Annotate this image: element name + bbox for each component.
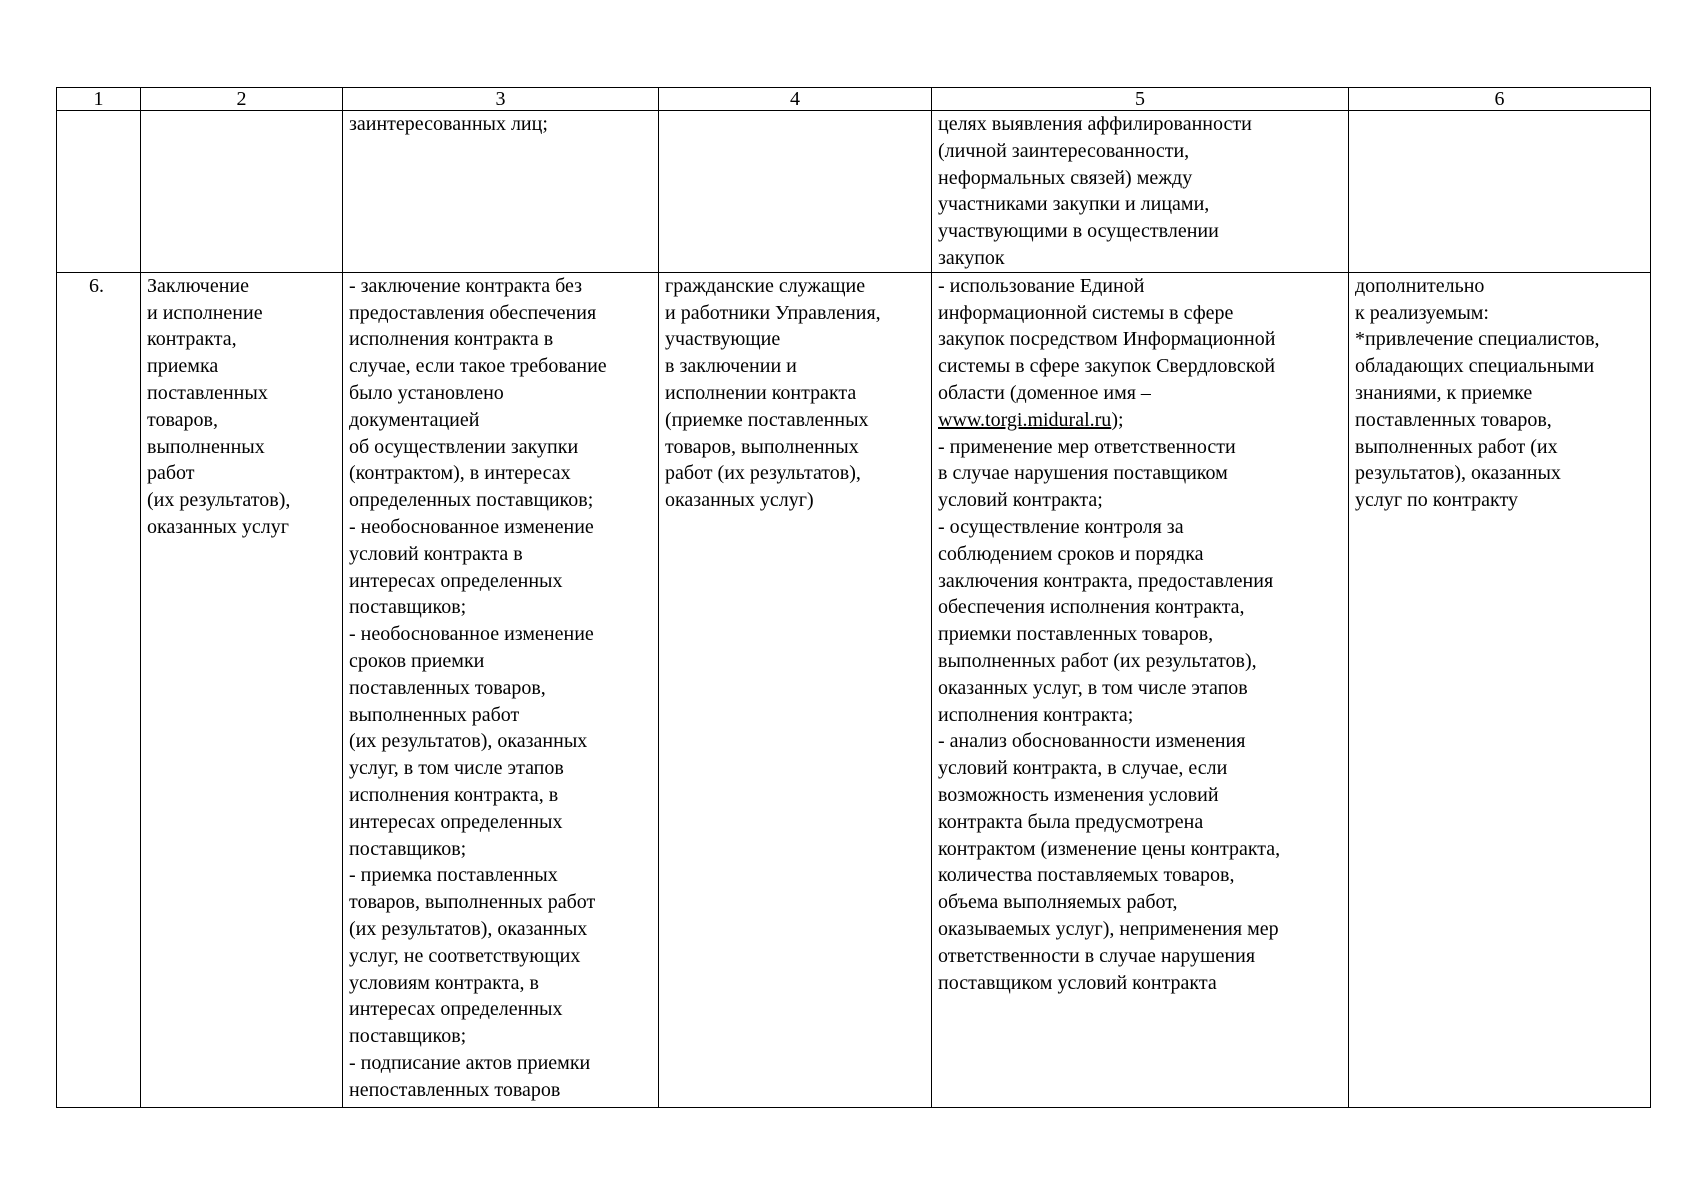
cell-line: исполнения контракта в <box>349 328 554 351</box>
header-cell-3: 3 <box>343 88 659 111</box>
cell-line: поставщиков; <box>349 837 467 860</box>
cell-line: услуг, не соответствующих <box>349 944 581 967</box>
cell-line: в случае нарушения поставщиком <box>938 462 1228 485</box>
cell-line: результатов), оказанных <box>1355 462 1561 485</box>
cell-line: возможность изменения условий <box>938 783 1219 806</box>
cell-line: интересах определенных <box>349 810 563 833</box>
cell-line: обладающих специальными <box>1355 355 1595 378</box>
cell-line: приемки поставленных товаров, <box>938 623 1214 646</box>
cell-line: выполненных работ (их результатов), <box>938 649 1257 672</box>
cell-line: оказанных услуг) <box>665 489 814 512</box>
cell-line: - заключение контракта без <box>349 274 583 297</box>
risk-table <box>56 87 1651 1108</box>
cell-line: - подписание актов приемки <box>349 1051 591 1074</box>
cell-line: (их результатов), <box>147 489 291 512</box>
cell-line: условий контракта, в случае, если <box>938 757 1228 780</box>
cell-line: заинтересованных лиц; <box>349 113 548 135</box>
cell-line: приемка <box>147 355 219 378</box>
cell-line: (их результатов), оказанных <box>349 917 588 940</box>
cell-line: знаниями, к приемке <box>1355 381 1533 404</box>
header-row <box>57 88 1651 111</box>
cell-line: условий контракта; <box>938 489 1103 512</box>
measures-cell <box>932 111 1349 273</box>
risk-cell <box>343 111 659 273</box>
cell-line: исполнения контракта; <box>938 703 1134 726</box>
cell-line: поставщиком условий контракта <box>938 971 1217 994</box>
cell-line: работ (их результатов), <box>665 462 861 485</box>
cell-line: контракта была предусмотрена <box>938 810 1204 833</box>
cell-line: сроков приемки <box>349 649 485 672</box>
cell-line: интересах определенных <box>349 998 563 1021</box>
cell-line: случае, если такое требование <box>349 355 607 378</box>
cell-line: и работники Управления, <box>665 301 881 324</box>
cell-line: *привлечение специалистов, <box>1355 328 1600 351</box>
cell-line: выполненных работ (их <box>1355 435 1558 458</box>
cell-line: гражданские служащие <box>665 274 866 297</box>
header-cell-6: 6 <box>1349 88 1651 111</box>
cell-line: (их результатов), оказанных <box>349 730 588 753</box>
table-row <box>57 111 1651 273</box>
cell-line: - использование Единой <box>938 274 1145 297</box>
cell-line: - анализ обоснованности изменения <box>938 730 1246 753</box>
cell-line: объема выполняемых работ, <box>938 891 1178 914</box>
header-cell-4: 4 <box>659 88 932 111</box>
cell-line: участвующими в осуществлении <box>938 220 1219 243</box>
cell-line: системы в сфере закупок Свердловской <box>938 355 1276 378</box>
cell-line: выполненных работ <box>349 703 520 726</box>
cell-line: заключения контракта, предоставления <box>938 569 1274 592</box>
cell-line: поставленных товаров, <box>349 676 546 699</box>
cell-line: неформальных связей) между <box>938 166 1193 189</box>
cell-line: поставленных <box>147 381 268 404</box>
cell-line: участниками закупки и лицами, <box>938 193 1210 216</box>
cell-line: - приемка поставленных <box>349 864 558 887</box>
cell-line: - необоснованное изменение <box>349 623 594 646</box>
cell-line: оказываемых услуг), неприменения мер <box>938 917 1279 940</box>
cell-line: (личной заинтересованности, <box>938 139 1190 162</box>
cell-line: www.torgi.midural.ru); <box>938 408 1124 431</box>
cell-line: исполнения контракта, в <box>349 783 559 806</box>
cell-line: целях выявления аффилированности <box>938 113 1252 135</box>
cell-line: условий контракта в <box>349 542 523 565</box>
cell-line: - осуществление контроля за <box>938 515 1184 538</box>
cell-line: области (доменное имя – <box>938 381 1151 404</box>
cell-line: исполнении контракта <box>665 381 857 404</box>
cell-line: товаров, <box>147 408 218 431</box>
measures-cell <box>932 272 1349 1107</box>
cell-line: товаров, выполненных работ <box>349 891 596 914</box>
cell-line: Заключение <box>147 274 249 297</box>
cell-line: об осуществлении закупки <box>349 435 579 458</box>
cell-line: ответственности в случае нарушения <box>938 944 1256 967</box>
cell-line: поставщиков; <box>349 596 467 619</box>
row-number-cell: 6. <box>57 272 141 1107</box>
cell-line: поставщиков; <box>349 1025 467 1048</box>
cell-line: оказанных услуг <box>147 515 289 538</box>
row-number-cell <box>57 111 141 273</box>
additional-measures-cell <box>1349 272 1651 1107</box>
positions-cell <box>659 272 932 1107</box>
process-cell <box>141 111 343 273</box>
cell-line: - применение мер ответственности <box>938 435 1236 458</box>
cell-line: (приемке поставленных <box>665 408 869 431</box>
cell-line: информационной системы в сфере <box>938 301 1234 324</box>
cell-line: (контрактом), в интересах <box>349 462 571 485</box>
positions-cell <box>659 111 932 273</box>
domain-link[interactable]: www.torgi.midural.ru <box>938 408 1112 431</box>
cell-line: услуг, в том числе этапов <box>349 757 564 780</box>
cell-line: дополнительно <box>1355 274 1485 297</box>
cell-line: работ <box>147 462 195 485</box>
cell-line: контрактом (изменение цены контракта, <box>938 837 1281 860</box>
cell-line: контракта, <box>147 328 237 351</box>
additional-measures-cell <box>1349 111 1651 273</box>
header-cell-5: 5 <box>932 88 1349 111</box>
cell-line: обеспечения исполнения контракта, <box>938 596 1245 619</box>
cell-line: участвующие <box>665 328 781 351</box>
cell-line: предоставления обеспечения <box>349 301 597 324</box>
cell-line: товаров, выполненных <box>665 435 859 458</box>
cell-line: непоставленных товаров <box>349 1078 561 1101</box>
cell-line: определенных поставщиков; <box>349 489 594 512</box>
header-cell-1: 1 <box>57 88 141 111</box>
header-cell-2: 2 <box>141 88 343 111</box>
cell-line: закупок <box>938 246 1005 269</box>
cell-line: к реализуемым: <box>1355 301 1489 324</box>
cell-line: оказанных услуг, в том числе этапов <box>938 676 1248 699</box>
cell-line: выполненных <box>147 435 265 458</box>
table-row <box>57 272 1651 1107</box>
cell-line: и исполнение <box>147 301 263 324</box>
cell-line: поставленных товаров, <box>1355 408 1552 431</box>
process-cell <box>141 272 343 1107</box>
cell-line: - необоснованное изменение <box>349 515 594 538</box>
cell-line: количества поставляемых товаров, <box>938 864 1235 887</box>
cell-line: документацией <box>349 408 480 431</box>
cell-line: интересах определенных <box>349 569 563 592</box>
cell-line: закупок посредством Информационной <box>938 328 1276 351</box>
risk-cell <box>343 272 659 1107</box>
cell-line: в заключении и <box>665 355 797 378</box>
cell-line: услуг по контракту <box>1355 489 1518 512</box>
cell-line: условиям контракта, в <box>349 971 539 994</box>
cell-line: было установлено <box>349 381 504 404</box>
cell-line: соблюдением сроков и порядка <box>938 542 1204 565</box>
